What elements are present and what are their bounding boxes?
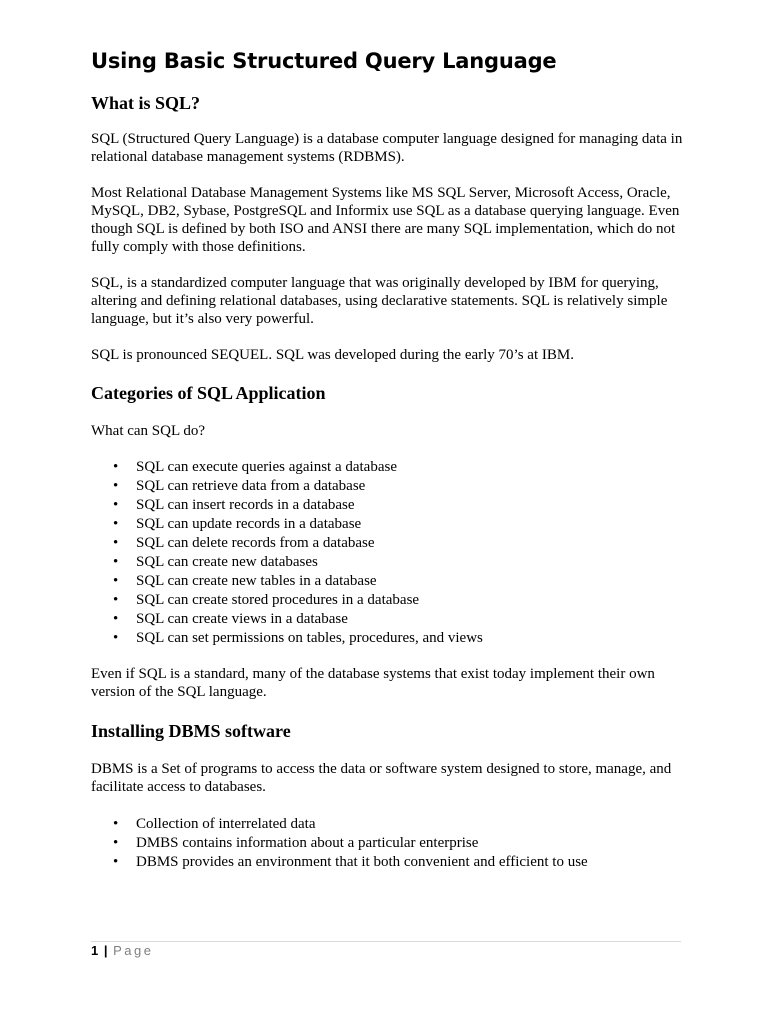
page-number: 1 <box>91 943 99 958</box>
bullet-dot-icon: • <box>113 854 119 870</box>
bullet-dot-icon: • <box>113 592 119 608</box>
bullet-dot-icon: • <box>113 835 119 851</box>
list-item: • SQL can create stored procedures in a database <box>113 592 420 608</box>
section-heading-installing-dbms: Installing DBMS software <box>91 721 291 741</box>
bullet-dot-icon: • <box>113 611 119 627</box>
list-item: • SQL can execute queries against a database <box>113 459 397 475</box>
list-item: • SQL can create views in a database <box>113 611 348 627</box>
paragraph-sql-definition: SQL (Structured Query Language) is a database computer language designed for managing data in relational database management systems (RDBMS). <box>91 131 683 165</box>
paragraph-what-can-sql-do: What can SQL do? <box>91 423 205 439</box>
list-item: • SQL can set permissions on tables, procedures, and views <box>113 630 483 646</box>
bullet-dot-icon: • <box>113 459 119 475</box>
bullet-dot-icon: • <box>113 535 119 551</box>
list-item: • SQL can insert records in a database <box>113 497 355 513</box>
paragraph-sql-standard-note: Even if SQL is a standard, many of the database systems that exist today implement their own version of the SQL language. <box>91 666 655 700</box>
bullet-dot-icon: • <box>113 516 119 532</box>
footer-page-label: Page <box>113 943 154 958</box>
list-item: • SQL can delete records from a database <box>113 535 375 551</box>
paragraph-sql-standardized: SQL, is a standardized computer language that was originally developed by IBM for querying, altering and defining relational databases, using declarative statements. SQL is relatively simple language, but it’s also very powerful. <box>91 275 668 327</box>
bullet-dot-icon: • <box>113 630 119 646</box>
list-item: • SQL can update records in a database <box>113 516 362 532</box>
page-content <box>91 44 691 872</box>
section-heading-categories: Categories of SQL Application <box>91 383 326 403</box>
footer-divider <box>91 941 681 942</box>
list-item: • DBMS provides an environment that it both convenient and efficient to use <box>113 854 588 870</box>
paragraph-rdbms-systems: Most Relational Database Management Systems like MS SQL Server, Microsoft Access, Oracle, MySQL, DB2, Sybase, PostgreSQL and Informix use SQL as a database querying language. Even though SQL is defined by both ISO and ANSI there are many SQL implementation, which do not fully comply with those definitions. <box>91 185 680 255</box>
list-item: • SQL can retrieve data from a database <box>113 478 366 494</box>
bullet-dot-icon: • <box>113 497 119 513</box>
list-item: • DMBS contains information about a particular enterprise <box>113 835 479 851</box>
list-item: • SQL can create new databases <box>113 554 318 570</box>
bullet-dot-icon: • <box>113 816 119 832</box>
footer-separator: | <box>103 943 108 958</box>
paragraph-sql-pronunciation: SQL is pronounced SEQUEL. SQL was developed during the early 70’s at IBM. <box>91 347 574 363</box>
sql-capabilities-list <box>91 458 691 648</box>
list-item: • SQL can create new tables in a database <box>113 573 377 589</box>
page-footer <box>91 943 154 959</box>
list-item: • Collection of interrelated data <box>113 816 316 832</box>
dbms-features-list <box>91 815 691 872</box>
document-title: Using Basic Structured Query Language <box>91 49 557 73</box>
paragraph-dbms-definition: DBMS is a Set of programs to access the data or software system designed to store, manage, and facilitate access to databases. <box>91 761 672 795</box>
bullet-dot-icon: • <box>113 554 119 570</box>
bullet-dot-icon: • <box>113 573 119 589</box>
bullet-dot-icon: • <box>113 478 119 494</box>
section-heading-what-is-sql: What is SQL? <box>91 93 201 113</box>
